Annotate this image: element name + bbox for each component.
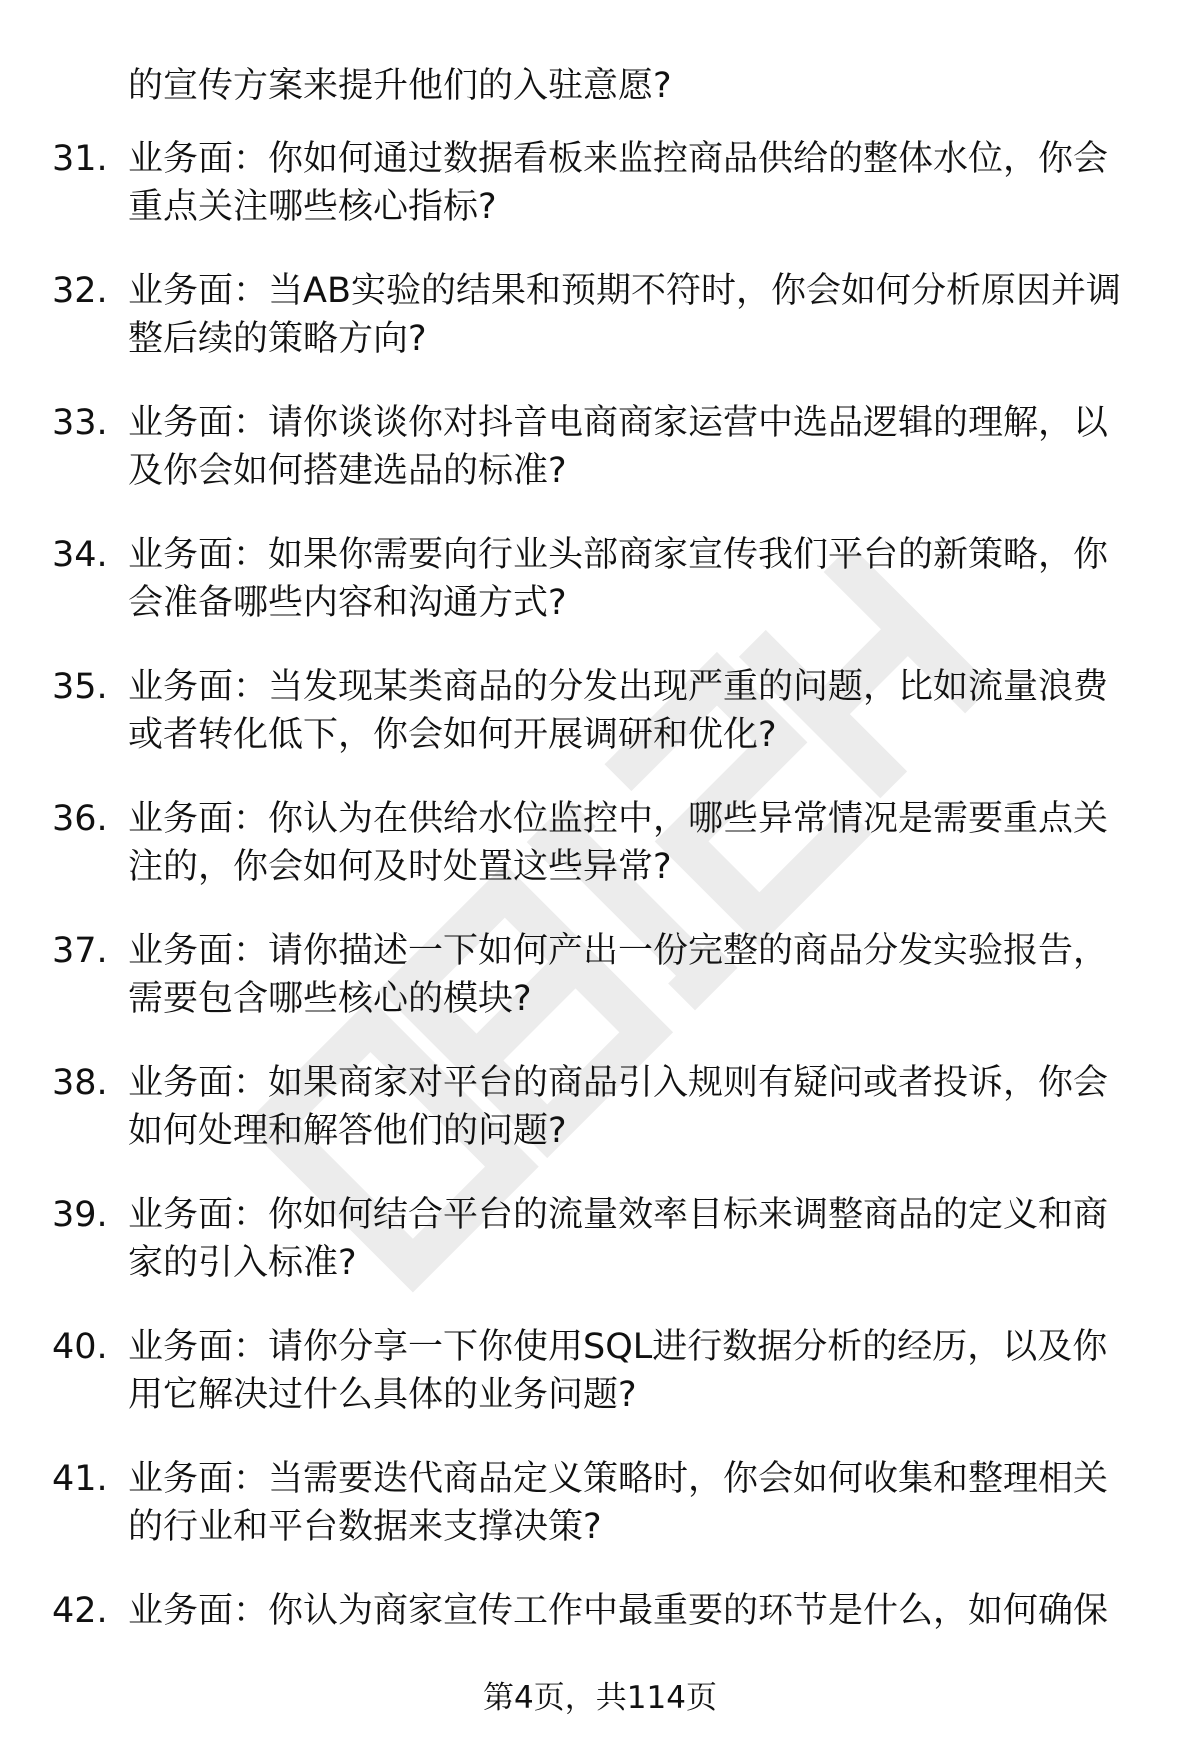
question-text (128, 1059, 1148, 1155)
question-number: 32. (52, 271, 108, 311)
list-item (0, 1191, 1200, 1323)
question-line: 需要包含哪些核心的模块? (128, 979, 532, 1019)
question-number: 33. (52, 403, 108, 443)
list-item (0, 927, 1200, 1059)
question-list (0, 135, 1200, 1719)
question-line: 业务面：当发现某类商品的分发出现严重的问题，比如流量浪费 (128, 667, 1109, 707)
question-text (128, 1455, 1148, 1551)
question-number: 34. (52, 535, 108, 575)
list-item (0, 663, 1200, 795)
question-text (128, 399, 1148, 495)
question-text (128, 1323, 1148, 1419)
question-line: 的行业和平台数据来支撑决策? (128, 1507, 602, 1547)
question-number: 38. (52, 1063, 108, 1103)
question-line: 业务面：当需要迭代商品定义策略时，你会如何收集和整理相关 (128, 1459, 1109, 1499)
question-text (128, 927, 1148, 1023)
list-item (0, 531, 1200, 663)
continued-question-line: 的宣传方案来提升他们的入驻意愿? (128, 66, 672, 106)
question-number: 42. (52, 1591, 108, 1631)
question-text (128, 267, 1148, 363)
question-line: 会准备哪些内容和沟通方式? (128, 583, 567, 623)
question-number: 35. (52, 667, 108, 707)
question-text (128, 1587, 1148, 1635)
question-line: 业务面：请你分享一下你使用SQL进行数据分析的经历，以及你 (128, 1327, 1108, 1367)
question-number: 31. (52, 139, 108, 179)
question-number: 39. (52, 1195, 108, 1235)
question-line: 业务面：如果商家对平台的商品引入规则有疑问或者投诉，你会 (128, 1063, 1109, 1103)
question-text (128, 135, 1148, 231)
question-number: 40. (52, 1327, 108, 1367)
list-item (0, 399, 1200, 531)
question-text (128, 663, 1148, 759)
question-number: 37. (52, 931, 108, 971)
question-line: 业务面：当AB实验的结果和预期不符时，你会如何分析原因并调 (128, 271, 1121, 311)
question-line: 注的，你会如何及时处置这些异常? (128, 847, 672, 887)
list-item (0, 267, 1200, 399)
question-line: 或者转化低下，你会如何开展调研和优化? (128, 715, 777, 755)
question-text (128, 1191, 1148, 1287)
list-item (0, 1323, 1200, 1455)
list-item (0, 1455, 1200, 1587)
question-line: 业务面：你认为商家宣传工作中最重要的环节是什么，如何确保 (128, 1591, 1109, 1631)
question-line: 业务面：你如何通过数据看板来监控商品供给的整体水位，你会 (128, 139, 1109, 179)
question-line: 业务面：你认为在供给水位监控中，哪些异常情况是需要重点关 (128, 799, 1109, 839)
question-line: 业务面：请你描述一下如何产出一份完整的商品分发实验报告， (128, 931, 1109, 971)
list-item (0, 795, 1200, 927)
question-line: 业务面：请你谈谈你对抖音电商商家运营中选品逻辑的理解，以 (128, 403, 1109, 443)
question-line: 及你会如何搭建选品的标准? (128, 451, 567, 491)
list-item (0, 1059, 1200, 1191)
question-line: 业务面：你如何结合平台的流量效率目标来调整商品的定义和商 (128, 1195, 1109, 1235)
question-number: 36. (52, 799, 108, 839)
question-line: 重点关注哪些核心指标? (128, 187, 497, 227)
question-line: 整后续的策略方向? (128, 319, 427, 359)
question-line: 家的引入标准? (128, 1243, 357, 1283)
question-number: 41. (52, 1459, 108, 1499)
page-number-footer: 第4页，共114页 (483, 1680, 717, 1716)
question-line: 如何处理和解答他们的问题? (128, 1111, 567, 1151)
question-line: 用它解决过什么具体的业务问题? (128, 1375, 637, 1415)
list-item (0, 135, 1200, 267)
question-line: 业务面：如果你需要向行业头部商家宣传我们平台的新策略，你 (128, 535, 1109, 575)
question-text (128, 531, 1148, 627)
question-text (128, 795, 1148, 891)
